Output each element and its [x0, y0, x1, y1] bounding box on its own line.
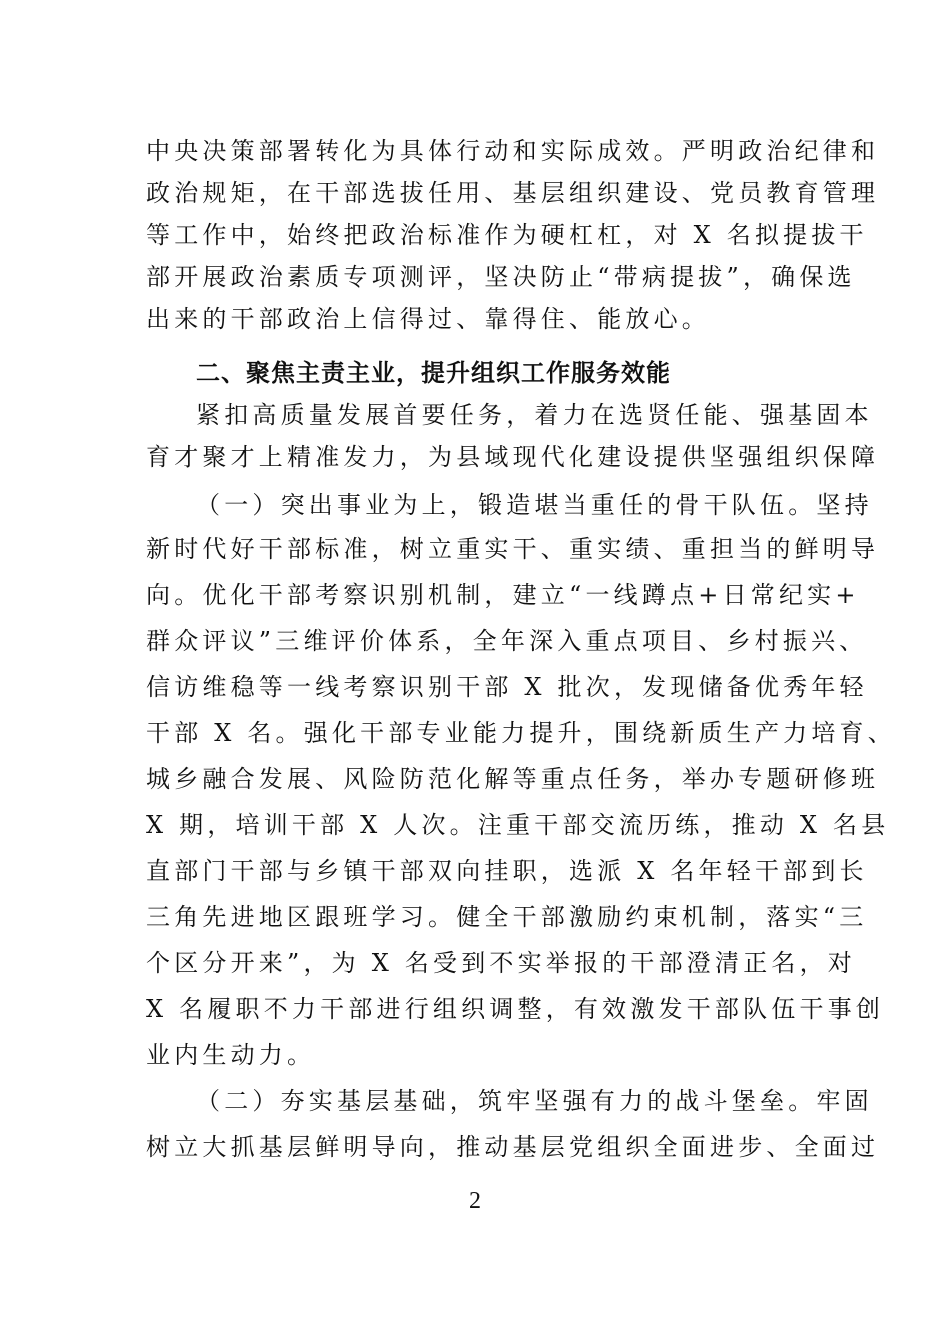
- body-line: 群众评议”三维评价体系，全年深入重点项目、乡村振兴、: [146, 627, 868, 655]
- body-line: 新时代好干部标准，树立重实干、重实绩、重担当的鲜明导: [146, 535, 880, 563]
- body-line: 直部门干部与乡镇干部双向挂职，选派 X 名年轻干部到长: [146, 857, 868, 885]
- subsection-line: （一）突出事业为上，锻造堪当重任的骨干队伍。坚持: [196, 491, 873, 519]
- body-line: 出来的干部政治上信得过、靠得住、能放心。: [146, 305, 710, 333]
- body-line: 紧扣高质量发展首要任务，着力在选贤任能、强基固本: [196, 401, 873, 429]
- body-line: 向。优化干部考察识别机制，建立“一线蹲点+日常纪实+: [146, 581, 860, 609]
- body-line: 部开展政治素质专项测评，坚决防止“带病提拔”，确保选: [146, 263, 856, 291]
- body-line: 三角先进地区跟班学习。健全干部激励约束机制，落实“三: [146, 903, 868, 931]
- subsection-line: （二）夯实基层基础，筑牢坚强有力的战斗堡垒。牢固: [196, 1087, 873, 1115]
- body-line: 城乡融合发展、风险防范化解等重点任务，举办专题研修班: [146, 765, 880, 793]
- body-line: 等工作中，始终把政治标准作为硬杠杠，对 X 名拟提拔干: [146, 221, 868, 249]
- body-line: 信访维稳等一线考察识别干部 X 批次，发现储备优秀年轻: [146, 673, 868, 701]
- body-line: 干部 X 名。强化干部专业能力提升，围绕新质生产力培育、: [146, 719, 896, 747]
- body-line: 中央决策部署转化为具体行动和实际成效。严明政治纪律和: [146, 137, 880, 165]
- body-line: X 名履职不力干部进行组织调整，有效激发干部队伍干事创: [146, 995, 885, 1023]
- body-line: 个区分开来”，为 X 名受到不实举报的干部澄清正名，对: [146, 949, 857, 977]
- section-heading: 二、聚焦主责主业，提升组织工作服务效能: [196, 359, 671, 387]
- body-line: 育才聚才上精准发力，为县域现代化建设提供坚强组织保障: [146, 443, 880, 471]
- body-line: 树立大抓基层鲜明导向，推动基层党组织全面进步、全面过: [146, 1133, 880, 1161]
- page-number: 2: [469, 1188, 481, 1214]
- body-line: X 期，培训干部 X 人次。注重干部交流历练，推动 X 名县: [146, 811, 890, 839]
- body-line: 政治规矩，在干部选拔任用、基层组织建设、党员教育管理: [146, 179, 880, 207]
- body-line: 业内生动力。: [146, 1041, 316, 1069]
